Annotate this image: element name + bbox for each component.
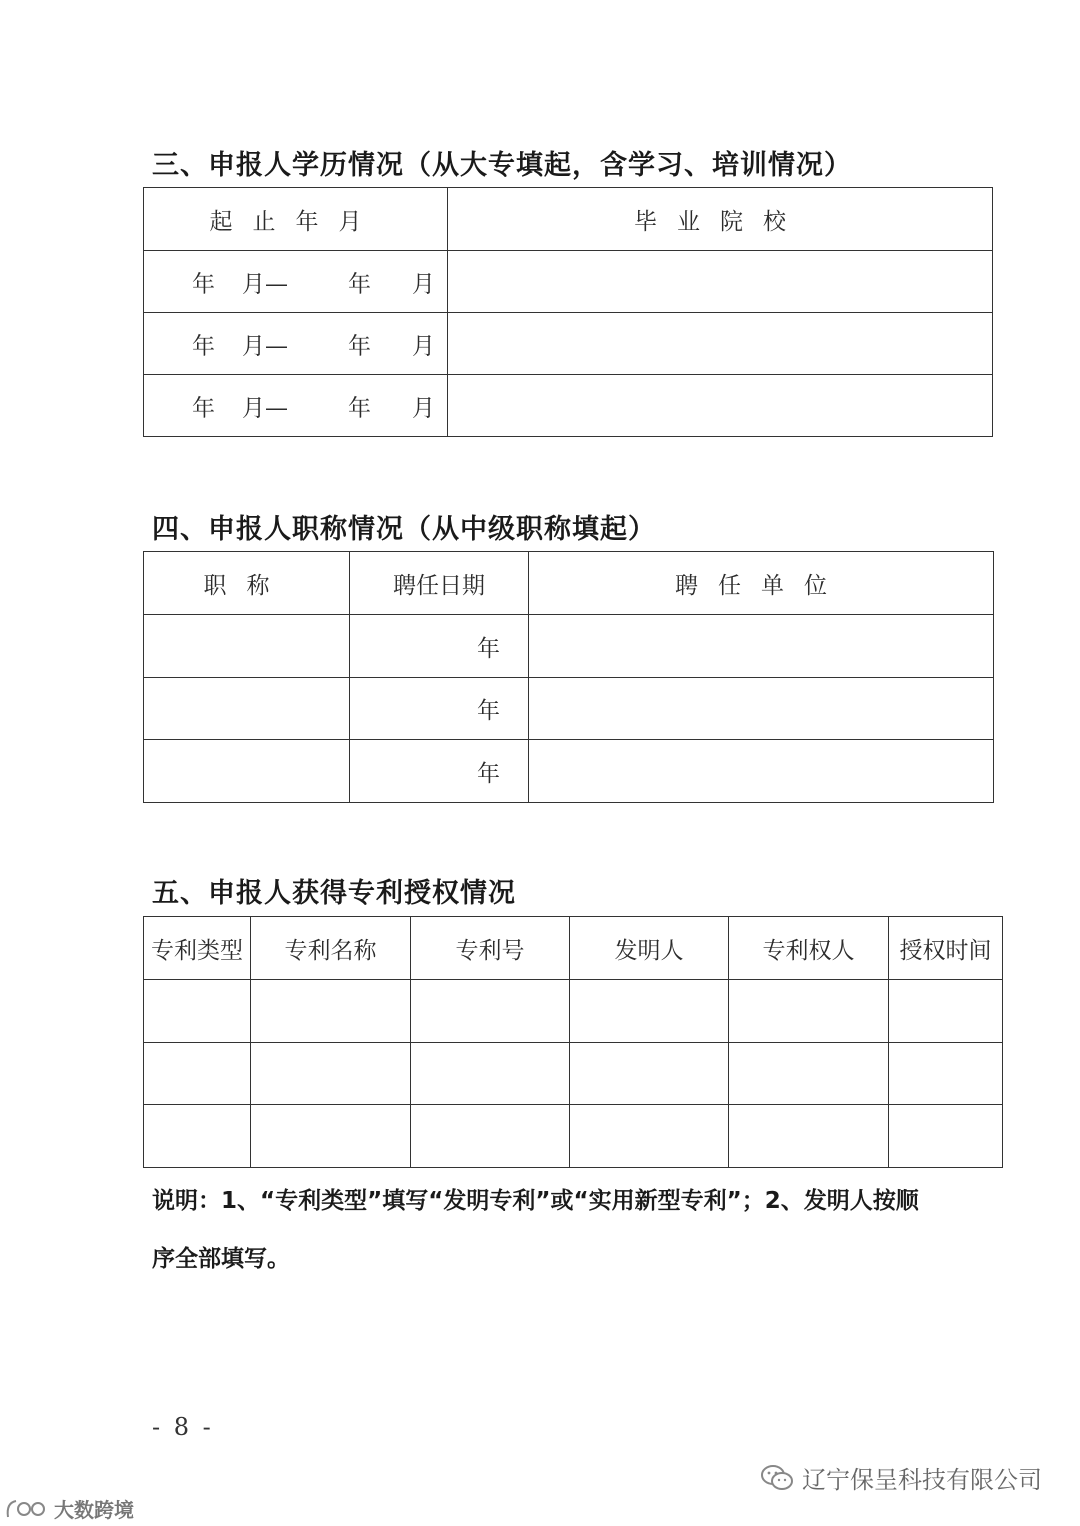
- appoint-date-cell[interactable]: 年: [350, 740, 529, 803]
- watermark-left: [4, 1494, 134, 1523]
- grant-date-cell[interactable]: [889, 1105, 1003, 1168]
- title-cell[interactable]: [144, 740, 350, 803]
- watermark-right: [760, 1460, 1042, 1495]
- appoint-unit-cell[interactable]: [529, 678, 994, 740]
- header-patentee: 专利权人: [729, 917, 889, 980]
- header-start-end-date: 起止年月: [144, 188, 448, 251]
- patent-name-cell[interactable]: [251, 1043, 411, 1105]
- school-cell[interactable]: [448, 313, 993, 375]
- inventor-cell[interactable]: [570, 980, 729, 1043]
- patentee-cell[interactable]: [729, 1105, 889, 1168]
- table-row: [144, 740, 994, 803]
- patent-number-cell[interactable]: [411, 1105, 570, 1168]
- table-row: [144, 251, 993, 313]
- inventor-cell[interactable]: [570, 1105, 729, 1168]
- table-row: [144, 375, 993, 437]
- header-inventor: 发明人: [570, 917, 729, 980]
- header-appoint-unit: 聘任单位: [529, 552, 994, 615]
- table-row: [144, 980, 1003, 1043]
- section-3-title: 三、申报人学历情况（从大专填起，含学习、培训情况）: [152, 150, 852, 181]
- date-range-cell[interactable]: 年 月— 年 月: [144, 375, 448, 437]
- brand-logo-icon: [4, 1497, 50, 1521]
- header-school: 毕业院校: [448, 188, 993, 251]
- patent-number-cell[interactable]: [411, 1043, 570, 1105]
- patent-name-cell[interactable]: [251, 1105, 411, 1168]
- appoint-date-cell[interactable]: 年: [350, 615, 529, 678]
- table-row: [144, 615, 994, 678]
- watermark-company: 辽宁保呈科技有限公司: [802, 1466, 1042, 1494]
- table-row: [144, 313, 993, 375]
- wechat-icon: [760, 1464, 794, 1492]
- header-title: 职称: [144, 552, 350, 615]
- education-table: [143, 187, 993, 437]
- date-range-cell[interactable]: 年 月— 年 月: [144, 251, 448, 313]
- school-cell[interactable]: [448, 251, 993, 313]
- title-cell[interactable]: [144, 615, 350, 678]
- title-cell[interactable]: [144, 678, 350, 740]
- explanation-note: 说明：1、“专利类型”填写“发明专利”或“实用新型专利”；2、发明人按顺序全部填写。: [152, 1188, 919, 1272]
- patent-table: [143, 916, 1003, 1168]
- table-row: [144, 1105, 1003, 1168]
- date-range-cell[interactable]: 年 月— 年 月: [144, 313, 448, 375]
- appoint-date-cell[interactable]: 年: [350, 678, 529, 740]
- patentee-cell[interactable]: [729, 1043, 889, 1105]
- header-appoint-date: 聘任日期: [350, 552, 529, 615]
- header-patent-type: 专利类型: [144, 917, 251, 980]
- patent-type-cell[interactable]: [144, 980, 251, 1043]
- patent-type-cell[interactable]: [144, 1043, 251, 1105]
- patentee-cell[interactable]: [729, 980, 889, 1043]
- patent-number-cell[interactable]: [411, 980, 570, 1043]
- watermark-brand: 大数跨境: [54, 1498, 134, 1522]
- table-row: [144, 1043, 1003, 1105]
- patent-name-cell[interactable]: [251, 980, 411, 1043]
- title-table: [143, 551, 994, 803]
- school-cell[interactable]: [448, 375, 993, 437]
- header-grant-date: 授权时间: [889, 917, 1003, 980]
- header-patent-name: 专利名称: [251, 917, 411, 980]
- patent-type-cell[interactable]: [144, 1105, 251, 1168]
- appoint-unit-cell[interactable]: [529, 615, 994, 678]
- page-number: - 8 -: [152, 1413, 214, 1441]
- section-5-title: 五、申报人获得专利授权情况: [152, 878, 516, 909]
- grant-date-cell[interactable]: [889, 1043, 1003, 1105]
- grant-date-cell[interactable]: [889, 980, 1003, 1043]
- inventor-cell[interactable]: [570, 1043, 729, 1105]
- table-row: [144, 678, 994, 740]
- section-4-title: 四、申报人职称情况（从中级职称填起）: [152, 514, 656, 545]
- header-patent-number: 专利号: [411, 917, 570, 980]
- appoint-unit-cell[interactable]: [529, 740, 994, 803]
